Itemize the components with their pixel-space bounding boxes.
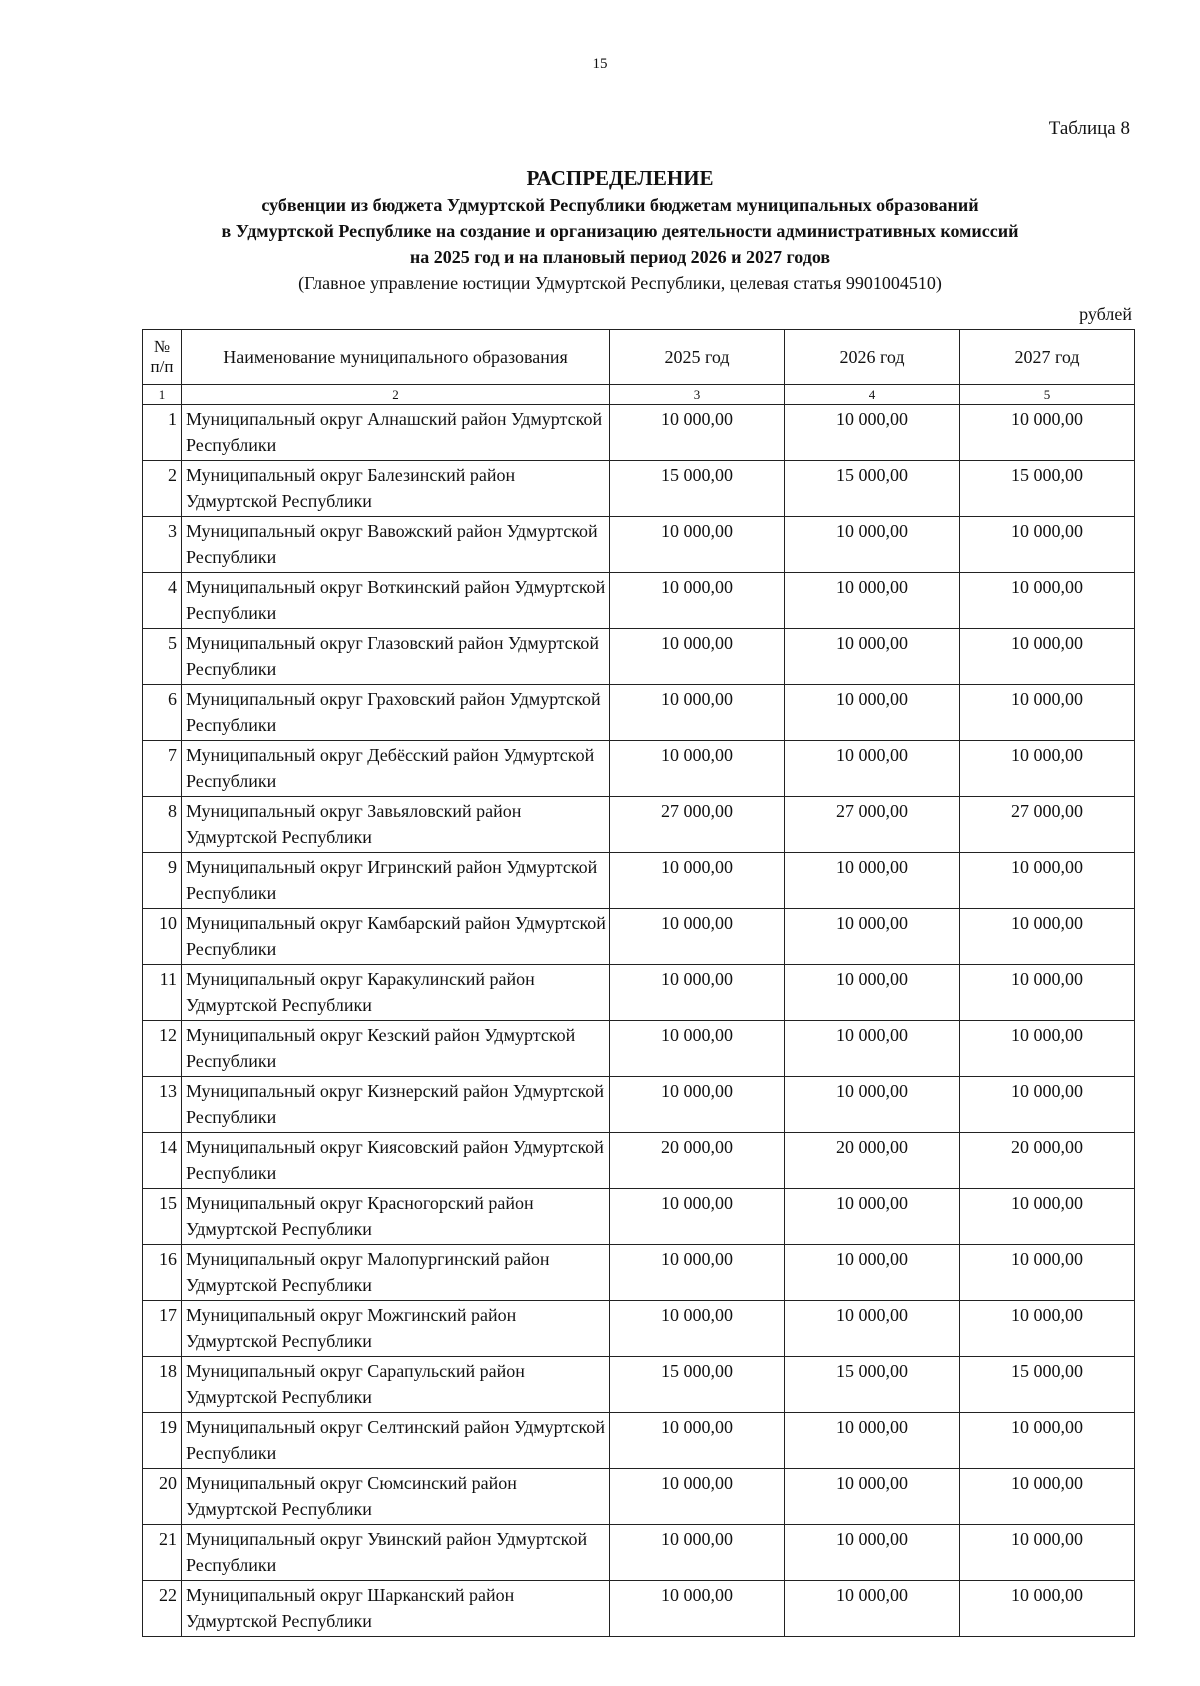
amount-2026: 10 000,00 <box>785 1581 960 1637</box>
municipality-name: Муниципальный округ Игринский район Удмуртской Республики <box>182 853 610 909</box>
municipality-name: Муниципальный округ Селтинский район Удмуртской Республики <box>182 1413 610 1469</box>
amount-2026: 10 000,00 <box>785 573 960 629</box>
units-label: рублей <box>1079 304 1132 324</box>
title-line-2: в Удмуртской Республике на создание и организацию деятельности административных комиссий <box>221 221 1019 241</box>
amount-2027: 10 000,00 <box>960 1413 1135 1469</box>
municipality-name: Муниципальный округ Дебёсский район Удмуртской Республики <box>182 741 610 797</box>
amount-2025: 10 000,00 <box>610 629 785 685</box>
document-title <box>140 164 1100 297</box>
table-row <box>143 1357 1135 1413</box>
municipality-name: Муниципальный округ Завьяловский район Удмуртской Республики <box>182 797 610 853</box>
amount-2026: 10 000,00 <box>785 1245 960 1301</box>
amount-2025: 10 000,00 <box>610 1581 785 1637</box>
distribution-table <box>142 329 1135 1637</box>
row-number: 2 <box>143 461 182 517</box>
amount-2027: 27 000,00 <box>960 797 1135 853</box>
table-row <box>143 909 1135 965</box>
amount-2026: 10 000,00 <box>785 685 960 741</box>
amount-2026: 10 000,00 <box>785 741 960 797</box>
amount-2026: 10 000,00 <box>785 1301 960 1357</box>
row-number: 5 <box>143 629 182 685</box>
row-number: 21 <box>143 1525 182 1581</box>
table-row <box>143 461 1135 517</box>
amount-2027: 10 000,00 <box>960 853 1135 909</box>
amount-2027: 10 000,00 <box>960 965 1135 1021</box>
municipality-name: Муниципальный округ Сюмсинский район Удмуртской Республики <box>182 1469 610 1525</box>
amount-2025: 10 000,00 <box>610 517 785 573</box>
municipality-name: Муниципальный округ Можгинский район Удмуртской Республики <box>182 1301 610 1357</box>
municipality-name: Муниципальный округ Балезинский район Удмуртской Республики <box>182 461 610 517</box>
header-2027: 2027 год <box>960 330 1135 385</box>
amount-2025: 10 000,00 <box>610 573 785 629</box>
amount-2025: 20 000,00 <box>610 1133 785 1189</box>
row-number: 12 <box>143 1021 182 1077</box>
table-row <box>143 1133 1135 1189</box>
table-row <box>143 1189 1135 1245</box>
municipality-name: Муниципальный округ Киясовский район Удмуртской Республики <box>182 1133 610 1189</box>
header-2025: 2025 год <box>610 330 785 385</box>
amount-2026: 10 000,00 <box>785 965 960 1021</box>
amount-2026: 10 000,00 <box>785 629 960 685</box>
municipality-name: Муниципальный округ Граховский район Удмуртской Республики <box>182 685 610 741</box>
table-header-row <box>143 330 1135 385</box>
amount-2027: 20 000,00 <box>960 1133 1135 1189</box>
amount-2025: 15 000,00 <box>610 461 785 517</box>
amount-2025: 10 000,00 <box>610 1189 785 1245</box>
amount-2025: 10 000,00 <box>610 965 785 1021</box>
header-name: Наименование муниципального образования <box>182 330 610 385</box>
column-index: 1 <box>143 385 182 405</box>
table-row <box>143 1021 1135 1077</box>
municipality-name: Муниципальный округ Каракулинский район Удмуртской Республики <box>182 965 610 1021</box>
row-number: 6 <box>143 685 182 741</box>
municipality-name: Муниципальный округ Малопургинский район Удмуртской Республики <box>182 1245 610 1301</box>
title-line-1: субвенции из бюджета Удмуртской Республики бюджетам муниципальных образований <box>261 195 979 215</box>
row-number: 7 <box>143 741 182 797</box>
amount-2026: 27 000,00 <box>785 797 960 853</box>
amount-2026: 15 000,00 <box>785 1357 960 1413</box>
amount-2025: 10 000,00 <box>610 685 785 741</box>
amount-2025: 10 000,00 <box>610 909 785 965</box>
table-row <box>143 685 1135 741</box>
amount-2027: 10 000,00 <box>960 1301 1135 1357</box>
amount-2025: 10 000,00 <box>610 741 785 797</box>
amount-2026: 10 000,00 <box>785 909 960 965</box>
title-line-3: на 2025 год и на плановый период 2026 и 2027 годов <box>409 247 831 267</box>
amount-2027: 15 000,00 <box>960 1357 1135 1413</box>
amount-2025: 27 000,00 <box>610 797 785 853</box>
amount-2025: 10 000,00 <box>610 1413 785 1469</box>
amount-2025: 10 000,00 <box>610 1245 785 1301</box>
municipality-name: Муниципальный округ Камбарский район Удмуртской Республики <box>182 909 610 965</box>
row-number: 17 <box>143 1301 182 1357</box>
title-note: (Главное управление юстиции Удмуртской Республики, целевая статья 9901004510) <box>298 273 942 293</box>
column-index: 2 <box>182 385 610 405</box>
row-number: 9 <box>143 853 182 909</box>
amount-2027: 10 000,00 <box>960 629 1135 685</box>
amount-2027: 10 000,00 <box>960 1581 1135 1637</box>
row-number: 16 <box>143 1245 182 1301</box>
amount-2027: 10 000,00 <box>960 405 1135 461</box>
table-row <box>143 1413 1135 1469</box>
table-row <box>143 405 1135 461</box>
table-row <box>143 517 1135 573</box>
amount-2025: 10 000,00 <box>610 405 785 461</box>
column-index: 4 <box>785 385 960 405</box>
municipality-name: Муниципальный округ Сарапульский район Удмуртской Республики <box>182 1357 610 1413</box>
row-number: 13 <box>143 1077 182 1133</box>
row-number: 15 <box>143 1189 182 1245</box>
table-row <box>143 1245 1135 1301</box>
table-row <box>143 853 1135 909</box>
row-number: 14 <box>143 1133 182 1189</box>
municipality-name: Муниципальный округ Вавожский район Удмуртской Республики <box>182 517 610 573</box>
amount-2027: 10 000,00 <box>960 909 1135 965</box>
table-row <box>143 1525 1135 1581</box>
amount-2027: 10 000,00 <box>960 517 1135 573</box>
municipality-name: Муниципальный округ Воткинский район Удмуртской Республики <box>182 573 610 629</box>
municipality-name: Муниципальный округ Кезский район Удмуртской Республики <box>182 1021 610 1077</box>
table-body <box>143 405 1135 1637</box>
amount-2026: 10 000,00 <box>785 517 960 573</box>
municipality-name: Муниципальный округ Глазовский район Удмуртской Республики <box>182 629 610 685</box>
table-row <box>143 1581 1135 1637</box>
table-row <box>143 797 1135 853</box>
table-row <box>143 1077 1135 1133</box>
amount-2026: 10 000,00 <box>785 1189 960 1245</box>
amount-2027: 10 000,00 <box>960 1469 1135 1525</box>
table-label: Таблица 8 <box>1048 118 1130 139</box>
amount-2027: 10 000,00 <box>960 1021 1135 1077</box>
amount-2027: 10 000,00 <box>960 685 1135 741</box>
table-row <box>143 1301 1135 1357</box>
table-row <box>143 741 1135 797</box>
column-index: 5 <box>960 385 1135 405</box>
amount-2025: 10 000,00 <box>610 853 785 909</box>
row-number: 19 <box>143 1413 182 1469</box>
municipality-name: Муниципальный округ Алнашский район Удмуртской Республики <box>182 405 610 461</box>
row-number: 10 <box>143 909 182 965</box>
row-number: 8 <box>143 797 182 853</box>
header-number <box>143 330 182 385</box>
amount-2026: 10 000,00 <box>785 1077 960 1133</box>
amount-2027: 10 000,00 <box>960 1245 1135 1301</box>
municipality-name: Муниципальный округ Красногорский район Удмуртской Республики <box>182 1189 610 1245</box>
amount-2026: 10 000,00 <box>785 853 960 909</box>
amount-2027: 10 000,00 <box>960 741 1135 797</box>
amount-2026: 10 000,00 <box>785 1469 960 1525</box>
amount-2026: 10 000,00 <box>785 1525 960 1581</box>
row-number: 11 <box>143 965 182 1021</box>
table-row <box>143 573 1135 629</box>
amount-2027: 10 000,00 <box>960 1077 1135 1133</box>
municipality-name: Муниципальный округ Кизнерский район Удмуртской Республики <box>182 1077 610 1133</box>
amount-2027: 10 000,00 <box>960 1189 1135 1245</box>
header-number-abbr: п/п <box>150 357 174 376</box>
header-number-symbol: № <box>153 337 171 356</box>
amount-2026: 20 000,00 <box>785 1133 960 1189</box>
row-number: 4 <box>143 573 182 629</box>
page-number: 15 <box>592 56 608 72</box>
row-number: 20 <box>143 1469 182 1525</box>
amount-2027: 10 000,00 <box>960 1525 1135 1581</box>
row-number: 3 <box>143 517 182 573</box>
amount-2025: 10 000,00 <box>610 1077 785 1133</box>
table-row <box>143 629 1135 685</box>
table-row <box>143 1469 1135 1525</box>
column-index-row <box>143 385 1135 405</box>
amount-2025: 10 000,00 <box>610 1469 785 1525</box>
row-number: 1 <box>143 405 182 461</box>
amount-2025: 10 000,00 <box>610 1301 785 1357</box>
municipality-name: Муниципальный округ Шарканский район Удмуртской Республики <box>182 1581 610 1637</box>
row-number: 22 <box>143 1581 182 1637</box>
title-main: РАСПРЕДЕЛЕНИЕ <box>526 166 714 190</box>
amount-2026: 10 000,00 <box>785 405 960 461</box>
amount-2025: 15 000,00 <box>610 1357 785 1413</box>
amount-2027: 15 000,00 <box>960 461 1135 517</box>
table-row <box>143 965 1135 1021</box>
column-index: 3 <box>610 385 785 405</box>
amount-2025: 10 000,00 <box>610 1525 785 1581</box>
municipality-name: Муниципальный округ Увинский район Удмуртской Республики <box>182 1525 610 1581</box>
row-number: 18 <box>143 1357 182 1413</box>
amount-2025: 10 000,00 <box>610 1021 785 1077</box>
header-2026: 2026 год <box>785 330 960 385</box>
amount-2027: 10 000,00 <box>960 573 1135 629</box>
amount-2026: 10 000,00 <box>785 1413 960 1469</box>
amount-2026: 15 000,00 <box>785 461 960 517</box>
amount-2026: 10 000,00 <box>785 1021 960 1077</box>
